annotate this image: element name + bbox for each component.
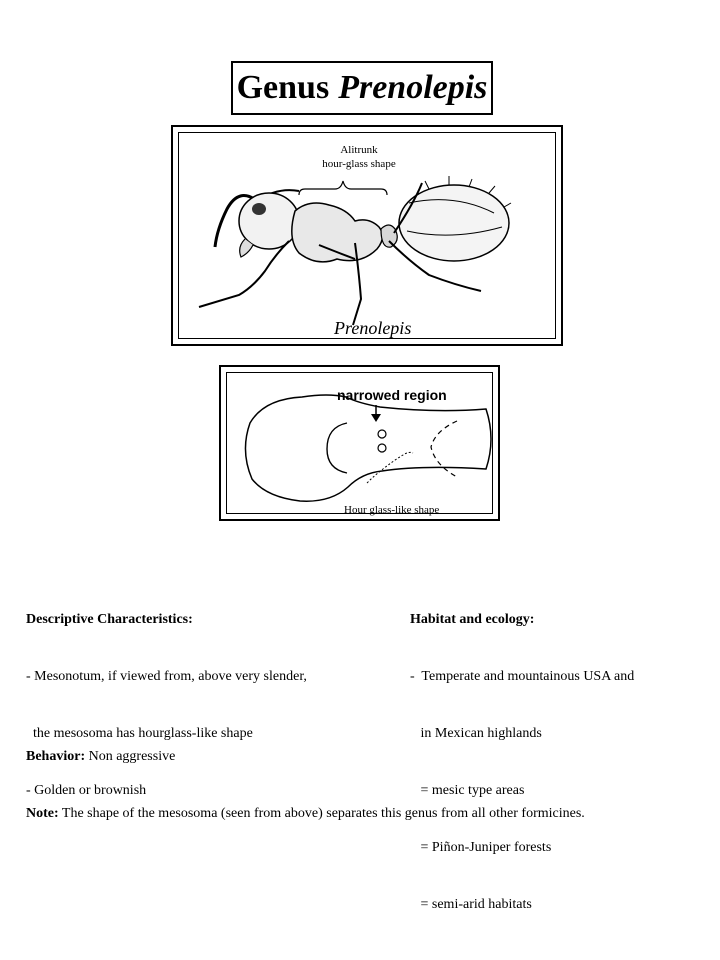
- habitat-line-1: - Temperate and mountainous USA and: [410, 669, 635, 684]
- habitat-line-3: = mesic type areas: [410, 783, 525, 798]
- title-prefix: Genus: [236, 69, 330, 106]
- behavior-line: [26, 747, 585, 766]
- mesosoma-figure-inner-border: [226, 372, 493, 514]
- descriptive-heading: Descriptive Characteristics:: [26, 612, 193, 627]
- title-genus: Prenolepis: [338, 69, 488, 106]
- descriptive-line-1: - Mesonotum, if viewed from, above very slender,: [26, 669, 307, 684]
- habitat-heading: Habitat and ecology:: [410, 612, 535, 627]
- habitat-line-5: = semi-arid habitats: [410, 897, 532, 912]
- note-label: Note:: [26, 806, 59, 821]
- behavior-label: Behavior:: [26, 749, 86, 764]
- descriptive-line-3: - Golden or brownish: [26, 783, 147, 798]
- ant-figure-caption: Prenolepis: [334, 318, 412, 338]
- ant-illustration: [179, 133, 559, 342]
- habitat-line-2: in Mexican highlands: [410, 726, 542, 741]
- habitat-line-4: = Piñon-Juniper forests: [410, 840, 552, 855]
- mesosoma-top-view-figure: [219, 365, 500, 521]
- ant-figure-inner-border: [178, 132, 556, 339]
- behavior-value: Non aggressive: [85, 749, 176, 764]
- behavior-and-note: [26, 709, 585, 842]
- narrowed-region-label: narrowed region: [337, 387, 447, 403]
- ant-side-view-figure: [171, 125, 563, 346]
- alitrunk-annotation: Alitrunk hour-glass shape: [322, 144, 396, 170]
- descriptive-line-2: the mesosoma has hourglass-like shape: [26, 726, 253, 741]
- note-value: The shape of the mesosoma (seen from above) separates this genus from all other formicines.: [58, 806, 585, 821]
- page-title: [231, 61, 493, 115]
- hourglass-caption: Hour glass-like shape: [344, 504, 440, 516]
- mesosoma-outline: [227, 373, 496, 517]
- note-line: [26, 804, 585, 823]
